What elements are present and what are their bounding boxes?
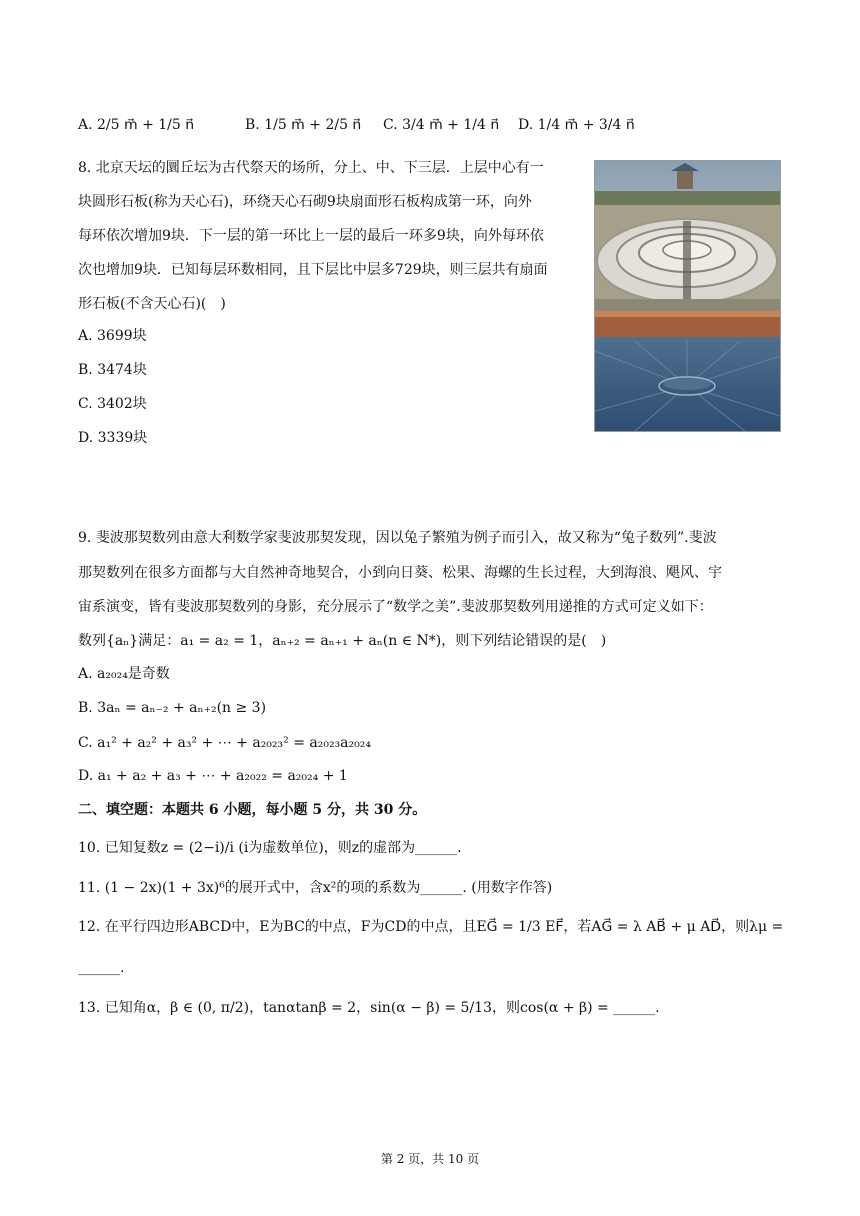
q8-option-a: A. 3699块: [78, 328, 147, 344]
q7-option-c: C. 3/4 m⃗ + 1/4 n⃗: [383, 117, 500, 133]
q9-option-d: D. a₁ + a₂ + a₃ + ⋯ + a₂₀₂₂ = a₂₀₂₄ + 1: [78, 768, 348, 784]
page-footer: 第 2 页，共 10 页: [380, 1152, 480, 1166]
q8-text-line-3: 每环依次增加9块．下一层的第一环比上一层的最后一环多9块，向外每环依: [78, 228, 544, 244]
q7-option-d: D. 1/4 m⃗ + 3/4 n⃗: [518, 117, 635, 133]
q7-option-b: B. 1/5 m⃗ + 2/5 n⃗: [245, 117, 362, 133]
q9-text-line-1: 9. 斐波那契数列由意大利数学家斐波那契发现，因以兔子繁殖为例子而引入，故又称为“兔子数列”.斐波: [78, 530, 717, 546]
q13-text: 13. 已知角α，β ∈ (0, π/2)，tanαtanβ = 2，sin(α − β) = 5/13，则cos(α + β) = ______.: [78, 1000, 660, 1016]
q8-text-line-5: 形石板(不含天心石)( ): [78, 296, 226, 312]
q8-text-line-2: 块圆形石板(称为天心石)，环绕天心石砌9块扇面形石板构成第一环，向外: [78, 194, 532, 210]
q10-text: 10. 已知复数z = (2−i)/i (i为虚数单位)，则z的虚部为______.: [78, 840, 462, 856]
q11-text: 11. (1 − 2x)(1 + 3x)⁶的展开式中，含x²的项的系数为______. (用数字作答): [78, 880, 553, 896]
q9-option-b: B. 3aₙ = aₙ₋₂ + aₙ₊₂(n ≥ 3): [78, 700, 267, 716]
q9-option-c: C. a₁² + a₂² + a₃² + ⋯ + a₂₀₂₃² = a₂₀₂₃a₂₀₂₄: [78, 735, 371, 751]
q12-text-line-1: 12. 在平行四边形ABCD中，E为BC的中点，F为CD的中点，且EG⃗ = 1/3 EF⃗，若AG⃗ = λ AB⃗ + μ AD⃗，则λμ =: [78, 919, 784, 935]
temple-of-heaven-photo: [594, 160, 781, 432]
q8-option-d: D. 3339块: [78, 430, 148, 446]
q9-option-a: A. a₂₀₂₄是奇数: [78, 666, 170, 682]
q8-option-c: C. 3402块: [78, 396, 147, 412]
section-2-title: 二、填空题：本题共 6 小题，每小题 5 分，共 30 分。: [78, 802, 427, 818]
q8-text-line-1: 8. 北京天坛的圜丘坛为古代祭天的场所，分上、中、下三层．上层中心有一: [78, 160, 544, 176]
q7-option-a: A. 2/5 m⃗ + 1/5 n⃗: [78, 117, 195, 133]
q8-text-line-4: 次也增加9块．已知每层环数相同，且下层比中层多729块，则三层共有扇面: [78, 262, 548, 278]
q9-text-line-4: 数列{aₙ}满足：a₁ = a₂ = 1，aₙ₊₂ = aₙ₊₁ + aₙ(n ∈ N*)，则下列结论错误的是( ): [78, 633, 607, 649]
q9-text-line-3: 宙系演变，皆有斐波那契数列的身影，充分展示了“数学之美”.斐波那契数列用递推的方式可定义如下：: [78, 599, 713, 615]
q12-text-line-2: ______.: [78, 960, 125, 976]
q9-text-line-2: 那契数列在很多方面都与大自然神奇地契合，小到向日葵、松果、海螺的生长过程，大到海浪、飓风、宇: [78, 565, 722, 581]
q8-option-b: B. 3474块: [78, 362, 147, 378]
